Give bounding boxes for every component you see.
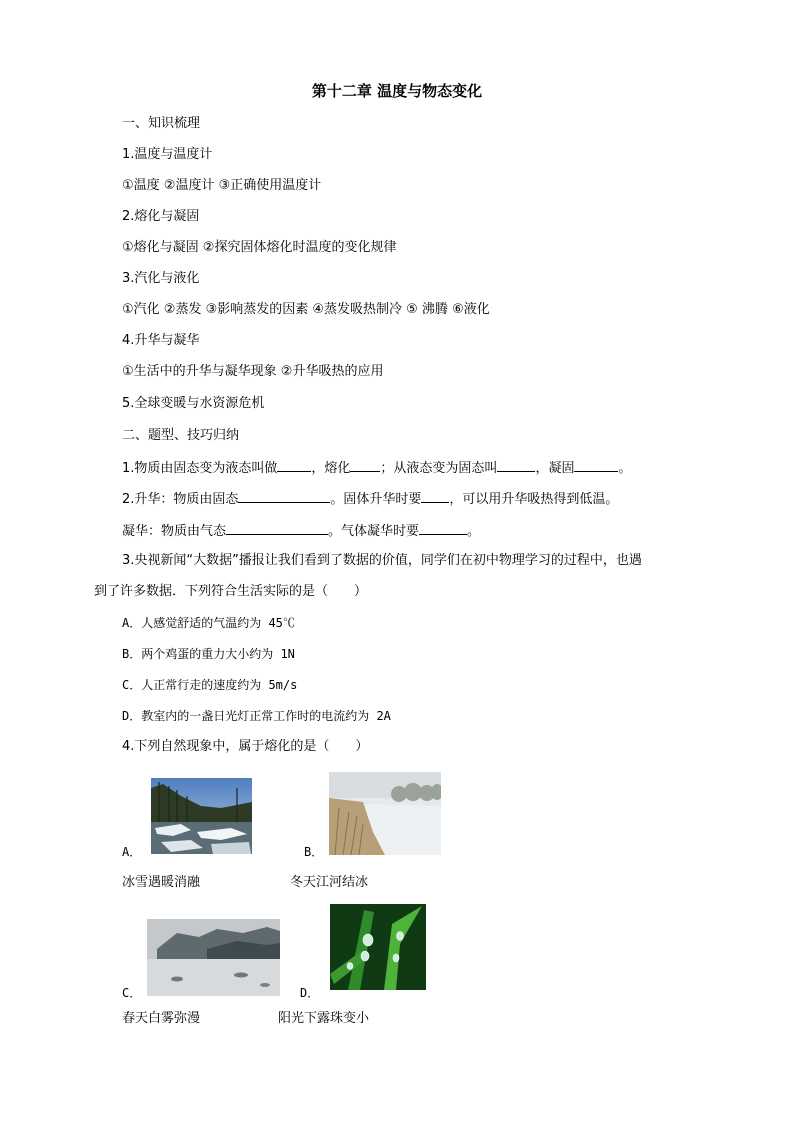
q1-text-d: ，凝固 (535, 461, 575, 476)
page-title: 第十二章 温度与物态变化 (311, 82, 483, 100)
caption-a: 冰雪遇暖消融 (122, 875, 201, 890)
topic-vaporization-items: ①汽化 ②蒸发 ③影响蒸发的因素 ④蒸发吸热制冷 ⑤ 沸腾 ⑥液化 (122, 302, 490, 317)
q2-text-a: 2.升华：物质由固态 (122, 492, 239, 507)
image-dew[interactable] (330, 904, 426, 990)
option-a[interactable]: A．人感觉舒适的气温约为 45℃ (122, 616, 295, 630)
answer-blank[interactable] (226, 521, 328, 535)
topic-melting-items: ①熔化与凝固 ②探究固体熔化时温度的变化规律 (122, 240, 397, 255)
topic-temperature: 1.温度与温度计 (122, 147, 213, 162)
q1-text-a: 1.物质由固态变为液态叫做 (122, 461, 278, 476)
caption-c: 春天白雾弥漫 (122, 1011, 201, 1026)
topic-melting: 2.熔化与凝固 (122, 209, 200, 224)
q2l2-text-c: 。 (467, 524, 481, 539)
image-ice-melting[interactable] (151, 778, 252, 854)
question-4: 4.下列自然现象中，属于熔化的是（ ） (122, 739, 369, 754)
caption-b: 冬天江河结冰 (290, 875, 369, 890)
answer-blank[interactable] (238, 489, 330, 503)
option-c[interactable]: C．人正常行走的速度约为 5m/s (122, 678, 298, 692)
topic-vaporization: 3.汽化与液化 (122, 271, 200, 286)
answer-blank[interactable] (574, 458, 618, 472)
answer-blank[interactable] (350, 458, 380, 472)
image-option-a-label: A． (122, 845, 142, 859)
q1-text-b: ，熔化 (311, 461, 351, 476)
question-1 (122, 458, 631, 478)
option-b[interactable]: B．两个鸡蛋的重力大小约为 1N (122, 647, 295, 661)
q2-text-b: 。固体升华时要 (330, 492, 422, 507)
image-river-freezing[interactable] (329, 772, 441, 855)
q1-text-e: 。 (618, 461, 632, 476)
topic-sublimation-items: ①生活中的升华与凝华现象 ②升华吸热的应用 (122, 364, 384, 379)
answer-blank[interactable] (497, 458, 535, 472)
question-2 (122, 489, 618, 509)
section-heading-question-types: 二、题型、技巧归纳 (122, 428, 240, 443)
q2-text-c: ，可以用升华吸热得到低温。 (449, 492, 619, 507)
topic-sublimation: 4.升华与凝华 (122, 333, 200, 348)
caption-d: 阳光下露珠变小 (278, 1011, 370, 1026)
topic-global-warming: 5.全球变暖与水资源危机 (122, 396, 265, 411)
answer-blank[interactable] (421, 489, 449, 503)
answer-blank[interactable] (419, 521, 467, 535)
question-3-line2: 到了许多数据．下列符合生活实际的是（ ） (94, 584, 368, 599)
image-option-b-label: B． (304, 845, 324, 859)
q2l2-text-a: 凝华：物质由气态 (122, 524, 227, 539)
question-3-line1: 3.央视新闻“大数据”播报让我们看到了数据的价值，同学们在初中物理学习的过程中，也遇 (122, 553, 642, 568)
option-d[interactable]: D．教室内的一盏日光灯正常工作时的电流约为 2A (122, 709, 391, 723)
image-fog[interactable] (147, 919, 280, 996)
section-heading-knowledge: 一、知识梳理 (122, 116, 201, 131)
image-option-c-label: C． (122, 986, 142, 1000)
answer-blank[interactable] (277, 458, 311, 472)
image-option-d-label: D． (300, 986, 320, 1000)
q2l2-text-b: 。气体凝华时要 (328, 524, 420, 539)
question-2-line2 (122, 521, 480, 541)
q1-text-c: ；从液态变为固态叫 (380, 461, 498, 476)
topic-temperature-items: ①温度 ②温度计 ③正确使用温度计 (122, 178, 322, 193)
